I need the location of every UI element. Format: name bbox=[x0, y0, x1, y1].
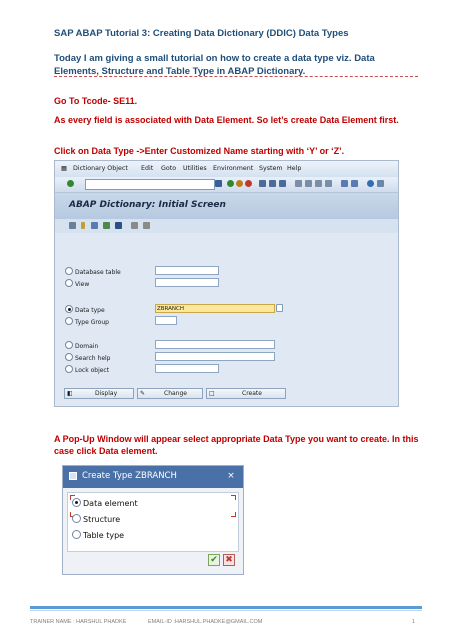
footer-rule bbox=[30, 606, 422, 609]
exit-icon[interactable] bbox=[236, 180, 243, 187]
popup-title-bar bbox=[63, 466, 243, 488]
new-document-icon: □ bbox=[209, 390, 215, 397]
radio-data-type[interactable] bbox=[65, 305, 73, 313]
last-page-icon[interactable] bbox=[325, 180, 332, 187]
shortcut-icon[interactable] bbox=[351, 180, 358, 187]
popup-option-structure[interactable]: Structure bbox=[72, 514, 120, 524]
screen-title: ABAP Dictionary: Initial Screen bbox=[69, 200, 226, 210]
create-button[interactable]: □ Create bbox=[206, 388, 286, 399]
view-input[interactable] bbox=[155, 278, 219, 287]
menu-goto[interactable]: Goto bbox=[161, 165, 177, 172]
popup-option-data-element[interactable]: Data element bbox=[72, 498, 138, 508]
cancel-x-icon[interactable]: ✖ bbox=[223, 554, 235, 566]
document-title: SAP ABAP Tutorial 3: Creating Data Dictionary (DDIC) Data Types bbox=[54, 28, 349, 39]
radio-type-group[interactable] bbox=[65, 317, 73, 325]
option-data-type[interactable]: Data type bbox=[65, 305, 105, 314]
where-used-icon[interactable] bbox=[81, 222, 85, 229]
sap-standard-toolbar bbox=[55, 177, 398, 193]
menu-environment[interactable]: Environment bbox=[213, 165, 254, 172]
focus-corner-icon bbox=[231, 512, 236, 517]
sap-title-bar bbox=[55, 193, 398, 219]
save-icon[interactable] bbox=[215, 180, 222, 187]
new-session-icon[interactable] bbox=[341, 180, 348, 187]
radio-database-table[interactable] bbox=[65, 267, 73, 275]
find-icon[interactable] bbox=[269, 180, 276, 187]
radio-data-element[interactable] bbox=[72, 498, 81, 507]
create-type-popup bbox=[62, 465, 244, 575]
dashed-divider bbox=[54, 76, 418, 77]
other-object-icon[interactable] bbox=[69, 222, 76, 229]
change-button[interactable]: ✎ Change bbox=[137, 388, 203, 399]
menu-system[interactable]: System bbox=[259, 165, 283, 172]
display-icon: ◧ bbox=[67, 390, 73, 397]
data-type-input[interactable]: ZBRANCH bbox=[155, 304, 275, 313]
option-lock-object[interactable]: Lock object bbox=[65, 365, 109, 374]
footer-email: EMAIL-ID :HARSHUL.PHADKE@GMAIL.COM bbox=[148, 619, 263, 625]
find-next-icon[interactable] bbox=[279, 180, 286, 187]
option-database-table[interactable]: Database table bbox=[65, 267, 121, 276]
option-type-group[interactable]: Type Group bbox=[65, 317, 109, 326]
popup-options-frame bbox=[67, 492, 239, 552]
sap-work-area bbox=[55, 233, 398, 406]
option-view[interactable]: View bbox=[65, 279, 89, 288]
back-icon[interactable] bbox=[227, 180, 234, 187]
intro-paragraph: Today I am giving a small tutorial on how to create a data type viz. Data Elements, Structure and Table Type in ABAP Dictionary. bbox=[54, 53, 375, 77]
sap-menu-bar bbox=[55, 161, 398, 177]
step-data-element: As every field is associated with Data Element. So let’s create Data Element first. bbox=[54, 115, 399, 125]
radio-structure[interactable] bbox=[72, 514, 81, 523]
radio-lock-object[interactable] bbox=[65, 365, 73, 373]
copy-icon[interactable] bbox=[143, 222, 150, 229]
popup-title: Create Type ZBRANCH bbox=[82, 471, 177, 481]
enter-check-icon[interactable] bbox=[67, 180, 74, 187]
confirm-check-icon[interactable]: ✔ bbox=[208, 554, 220, 566]
step-click-data-type: Click on Data Type ->Enter Customized Name starting with ‘Y’ or ‘Z’. bbox=[54, 146, 345, 156]
radio-table-type[interactable] bbox=[72, 530, 81, 539]
menu-dictionary-object[interactable]: Dictionary Object bbox=[73, 165, 128, 172]
command-field[interactable] bbox=[85, 179, 215, 190]
hierarchy-icon[interactable] bbox=[91, 222, 98, 229]
option-domain[interactable]: Domain bbox=[65, 341, 98, 350]
domain-input[interactable] bbox=[155, 340, 275, 349]
database-table-input[interactable] bbox=[155, 266, 219, 275]
activate-icon[interactable] bbox=[103, 222, 110, 229]
pencil-icon: ✎ bbox=[140, 390, 146, 397]
cancel-icon[interactable] bbox=[245, 180, 252, 187]
search-help-input[interactable] bbox=[155, 352, 275, 361]
help-icon[interactable] bbox=[367, 180, 374, 187]
footer-page-number: 1 bbox=[412, 619, 416, 625]
option-search-help[interactable]: Search help bbox=[65, 353, 111, 362]
delete-icon[interactable] bbox=[131, 222, 138, 229]
prev-page-icon[interactable] bbox=[305, 180, 312, 187]
sap-se11-screenshot bbox=[54, 160, 399, 407]
footer-trainer: TRAINER NAME : HARSHUL PHADKE bbox=[30, 619, 127, 625]
layout-icon[interactable] bbox=[377, 180, 384, 187]
value-help-icon[interactable] bbox=[276, 304, 283, 312]
menu-edit[interactable]: Edit bbox=[141, 165, 154, 172]
info-icon[interactable] bbox=[115, 222, 122, 229]
display-button[interactable]: ◧ Display bbox=[64, 388, 134, 399]
step-popup: A Pop-Up Window will appear select appropriate Data Type you want to create. In this case click Data element. bbox=[54, 434, 419, 456]
menu-help[interactable]: Help bbox=[287, 165, 302, 172]
window-icon bbox=[69, 472, 77, 480]
lock-object-input[interactable] bbox=[155, 364, 219, 373]
popup-option-table-type[interactable]: Table type bbox=[72, 530, 124, 540]
focus-corner-icon bbox=[231, 495, 236, 500]
radio-view[interactable] bbox=[65, 279, 73, 287]
radio-domain[interactable] bbox=[65, 341, 73, 349]
type-group-input[interactable] bbox=[155, 316, 177, 325]
first-page-icon[interactable] bbox=[295, 180, 302, 187]
menu-utilities[interactable]: Utilities bbox=[183, 165, 207, 172]
application-toolbar bbox=[55, 219, 398, 233]
close-icon[interactable]: × bbox=[227, 471, 235, 481]
footer-rule-thin bbox=[30, 610, 422, 611]
step-tcode: Go To Tcode- SE11. bbox=[54, 96, 138, 106]
radio-search-help[interactable] bbox=[65, 353, 73, 361]
print-icon[interactable] bbox=[259, 180, 266, 187]
sap-menu-icon[interactable]: ▦ bbox=[61, 165, 67, 172]
next-page-icon[interactable] bbox=[315, 180, 322, 187]
